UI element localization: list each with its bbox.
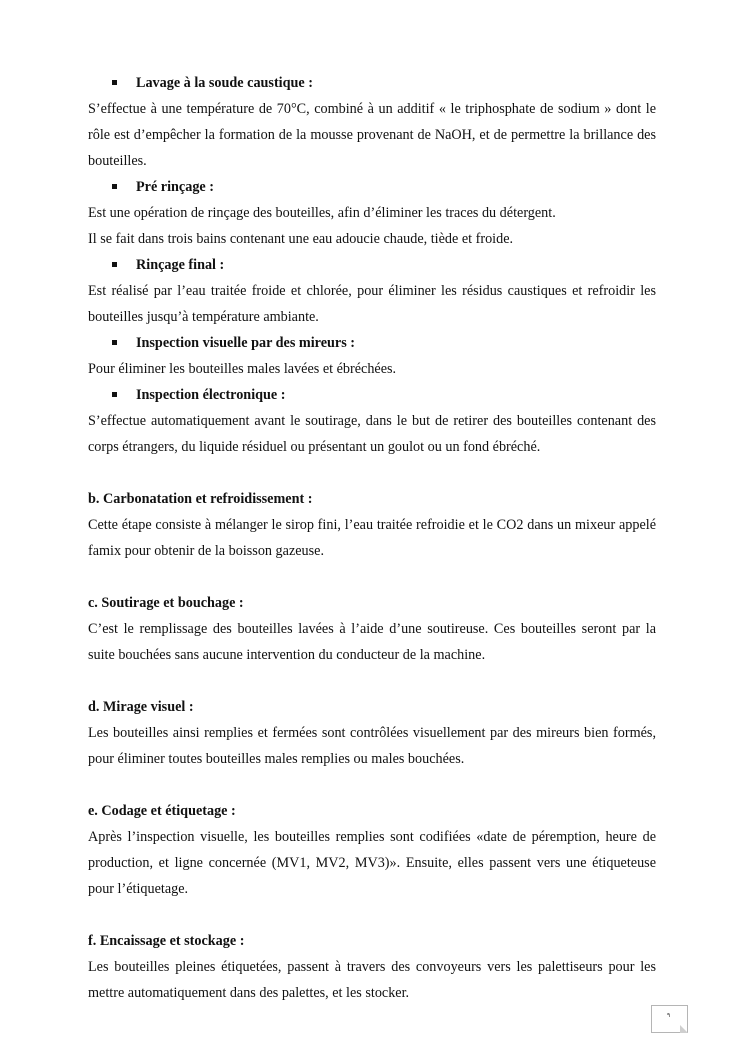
bullet-heading-text: Lavage à la soude caustique : <box>136 75 313 91</box>
section-paragraph: C’est le remplissage des bouteilles lavées à l’aide d’une soutireuse. Ces bouteilles seront par la suite bouchées sans aucune intervention du conducteur de la machine. <box>88 621 656 663</box>
bullet-paragraph: Il se fait dans trois bains contenant une eau adoucie chaude, tiède et froide. <box>88 231 514 247</box>
section-paragraph: Les bouteilles ainsi remplies et fermées sont contrôlées visuellement par des mireurs bien formés, pour éliminer toutes bouteilles males remplies ou males bouchées. <box>88 725 656 767</box>
spacer <box>88 564 656 590</box>
page-number-box <box>651 1005 688 1033</box>
document-body <box>88 70 656 1006</box>
bullet-heading <box>112 252 656 278</box>
section-paragraph: Cette étape consiste à mélanger le sirop fini, l’eau traitée refroidie et le CO2 dans un mixeur appelé famix pour obtenir de la boisson gazeuse. <box>88 517 656 559</box>
section-heading: e. Codage et étiquetage : <box>88 803 236 819</box>
bullet-heading <box>112 174 656 200</box>
bullet-paragraph: Est réalisé par l’eau traitée froide et chlorée, pour éliminer les résidus caustiques et refroidir les bouteilles jusqu’à température ambiante. <box>88 283 656 325</box>
square-bullet-icon <box>112 392 117 397</box>
square-bullet-icon <box>112 184 117 189</box>
section-heading: c. Soutirage et bouchage : <box>88 595 244 611</box>
square-bullet-icon <box>112 340 117 345</box>
spacer <box>88 902 656 928</box>
spacer <box>88 460 656 486</box>
bullet-heading-text: Inspection électronique : <box>136 387 286 403</box>
section-heading: b. Carbonatation et refroidissement : <box>88 491 313 507</box>
section-paragraph: Après l’inspection visuelle, les bouteilles remplies sont codifiées «date de péremption, heure de production, et ligne concernée (MV1, MV2, MV3)». Ensuite, elles passent vers une étiqueteuse pour l’étiquetage. <box>88 829 656 897</box>
bullet-heading <box>112 382 656 408</box>
bullet-heading-text: Rinçage final : <box>136 257 225 273</box>
spacer <box>88 668 656 694</box>
bullet-heading <box>112 330 656 356</box>
section-heading: d. Mirage visuel : <box>88 699 194 715</box>
section-paragraph: Les bouteilles pleines étiquetées, passent à travers des convoyeurs vers les palettiseurs pour les mettre automatiquement dans des palettes, et les stocker. <box>88 959 656 1001</box>
folded-corner-icon <box>680 1025 688 1033</box>
page-number: ٩ <box>667 1012 671 1019</box>
bullet-heading-text: Inspection visuelle par des mireurs : <box>136 335 355 351</box>
spacer <box>88 772 656 798</box>
bullet-heading-text: Pré rinçage : <box>136 179 214 195</box>
square-bullet-icon <box>112 80 117 85</box>
bullet-heading <box>112 70 656 96</box>
bullet-paragraph: S’effectue automatiquement avant le soutirage, dans le but de retirer des bouteilles contenant des corps étrangers, du liquide résiduel ou présentant un goulot ou un fond ébréché. <box>88 413 656 455</box>
square-bullet-icon <box>112 262 117 267</box>
bullet-paragraph: S’effectue à une température de 70°C, combiné à un additif « le triphosphate de sodium » dont le rôle est d’empêcher la formation de la mousse provenant de NaOH, et de permettre la brillance des bouteilles. <box>88 101 656 169</box>
bullet-paragraph: Pour éliminer les bouteilles males lavées et ébréchées. <box>88 361 397 377</box>
section-heading: f. Encaissage et stockage : <box>88 933 245 949</box>
bullet-paragraph: Est une opération de rinçage des bouteilles, afin d’éliminer les traces du détergent. <box>88 205 556 221</box>
